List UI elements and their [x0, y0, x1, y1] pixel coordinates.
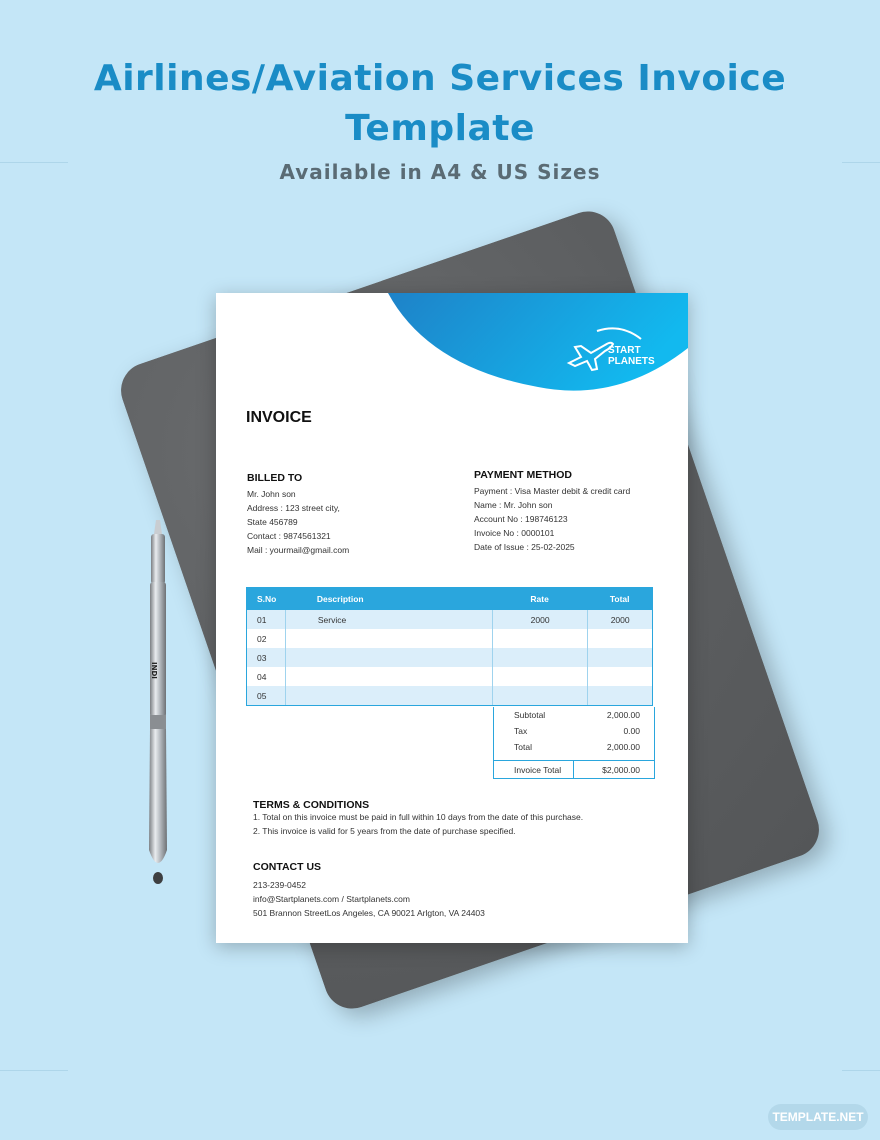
tax-label: Tax	[514, 726, 528, 736]
subtotal-value: 2,000.00	[606, 710, 640, 720]
payment-line: Date of Issue : 25-02-2025	[474, 542, 575, 552]
table-cell	[285, 629, 492, 648]
billed-to-block	[247, 487, 349, 557]
table-cell: Service	[285, 610, 492, 629]
tax-value: 0.00	[623, 726, 640, 736]
line-items-table	[246, 587, 653, 706]
billed-to-line: State 456789	[247, 517, 298, 527]
table-cell: 05	[257, 690, 267, 701]
invoice-title: INVOICE	[246, 409, 312, 426]
watermark-badge: TEMPLATE.NET	[768, 1104, 868, 1130]
table-cell: 03	[257, 652, 267, 663]
table-cell: 02	[257, 633, 267, 644]
table-cell: 04	[257, 671, 267, 682]
page-title: Airlines/Aviation Services Invoice Template	[93, 58, 787, 149]
subtotal-row	[494, 707, 654, 723]
total-row	[494, 739, 654, 755]
logo-line-2: PLANETS	[608, 356, 655, 367]
table-row	[247, 686, 652, 705]
table-cell	[587, 648, 652, 667]
table-cell	[492, 629, 587, 648]
table-body	[247, 610, 652, 705]
column-header: Description	[316, 594, 364, 604]
totals-box	[493, 707, 655, 779]
billed-to-line: Address : 123 street city,	[247, 503, 340, 513]
invoice-total-label: Invoice Total	[494, 761, 574, 779]
column-header: S.No	[257, 594, 277, 604]
terms-block	[253, 810, 583, 838]
table-cell	[492, 648, 587, 667]
column-header: Rate	[530, 594, 549, 604]
table-cell	[492, 667, 587, 686]
payment-line: Invoice No : 0000101	[474, 528, 555, 538]
billed-to-line: Mr. John son	[247, 489, 296, 499]
column-header: Total	[609, 594, 630, 604]
payment-line: Payment : Visa Master debit & credit card	[474, 486, 631, 496]
pen-illustration	[142, 520, 178, 890]
contact-email: info@Startplanets.com / Startplanets.com	[253, 894, 410, 904]
table-header	[247, 588, 652, 610]
pen-brand-label: INDI	[150, 662, 158, 679]
table-row	[247, 648, 652, 667]
contact-address: 501 Brannon StreetLos Angeles, CA 90021 Arlgton, VA 24403	[253, 908, 485, 918]
contact-block	[253, 878, 485, 920]
table-row	[247, 610, 652, 629]
billed-to-line: Mail : yourmail@gmail.com	[247, 545, 350, 555]
terms-line: 1. Total on this invoice must be paid in full within 10 days from the date of this purchase.	[253, 812, 584, 822]
divider-line	[842, 1070, 880, 1071]
subtotal-label: Subtotal	[514, 710, 546, 720]
payment-line: Name : Mr. John son	[474, 500, 553, 510]
page-subtitle: Available in A4 & US Sizes	[279, 160, 601, 184]
payment-method-heading: PAYMENT METHOD	[474, 469, 573, 481]
table-cell	[587, 629, 652, 648]
table-cell: 01	[257, 614, 267, 625]
invoice-total-row	[494, 760, 654, 778]
terms-heading: TERMS & CONDITIONS	[253, 799, 370, 811]
table-cell: 2000	[492, 610, 587, 629]
payment-method-block	[474, 484, 630, 554]
table-cell	[285, 648, 492, 667]
invoice-document	[216, 293, 688, 943]
terms-line: 2. This invoice is valid for 5 years from the date of purchase specified.	[253, 826, 516, 836]
billed-to-line: Contact : 9874561321	[247, 531, 331, 541]
tax-row	[494, 723, 654, 739]
logo-line-1: START	[608, 345, 641, 356]
table-row	[247, 629, 652, 648]
table-cell: 2000	[587, 610, 652, 629]
divider-line	[0, 1070, 68, 1071]
total-value: 2,000.00	[606, 742, 640, 752]
logo-text	[608, 345, 655, 367]
table-cell	[587, 686, 652, 705]
table-cell	[587, 667, 652, 686]
contact-heading: CONTACT US	[253, 861, 322, 873]
contact-phone: 213-239-0452	[253, 880, 306, 890]
table-row	[247, 667, 652, 686]
billed-to-heading: BILLED TO	[247, 472, 303, 484]
invoice-total-value: $2,000.00	[602, 764, 640, 775]
total-label: Total	[514, 742, 532, 752]
table-cell	[285, 686, 492, 705]
payment-line: Account No : 198746123	[474, 514, 568, 524]
table-cell	[285, 667, 492, 686]
table-cell	[492, 686, 587, 705]
